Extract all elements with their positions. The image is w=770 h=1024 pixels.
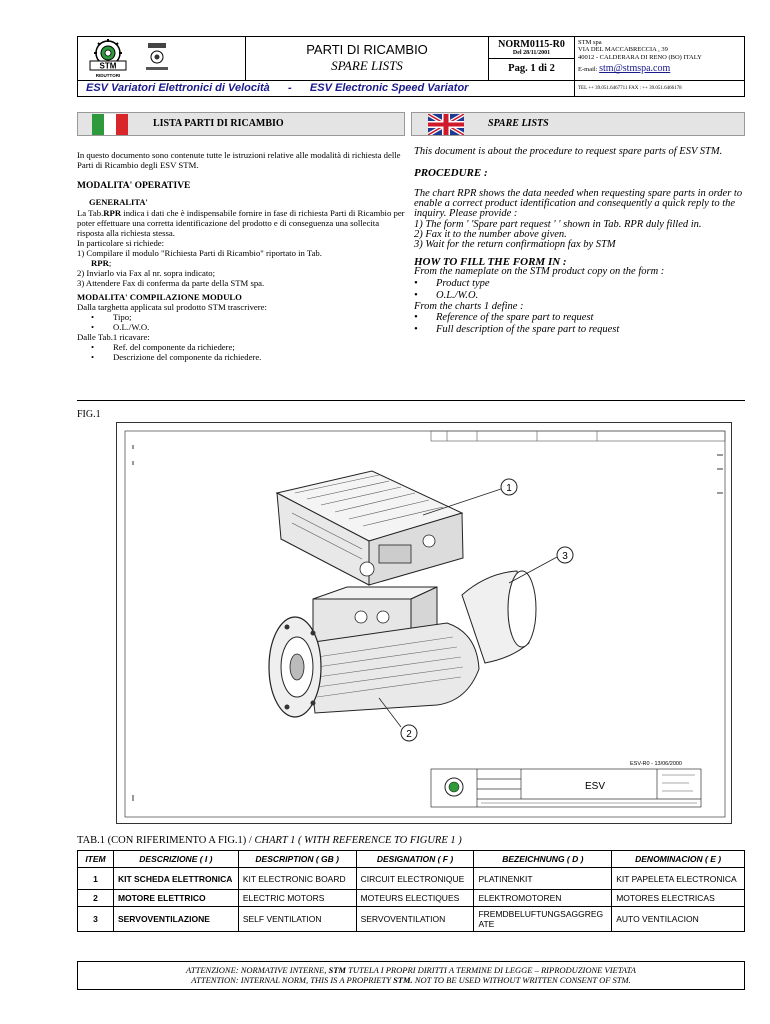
section-bar-english xyxy=(411,112,745,136)
generalita-heading: GENERALITA' xyxy=(89,196,148,207)
list-item: • Tipo; xyxy=(91,312,407,322)
address-line-1: VIA DEL MACCABRECCIA , 39 xyxy=(578,46,668,54)
table-cell: KIT SCHEDA ELETTRONICA xyxy=(113,868,238,890)
technical-drawing xyxy=(116,422,732,824)
english-intro: This document is about the procedure to request spare parts of ESV STM. xyxy=(414,146,723,157)
column-header: DESIGNATION ( F ) xyxy=(356,851,474,868)
table-cell: MOTORE ELETTRICO xyxy=(113,890,238,907)
email-label: E-mail: xyxy=(578,66,598,74)
address-line-2: 40012 - CALDERARA DI RENO (BO) ITALY xyxy=(578,53,702,61)
list-item: • Full description of the spare part to request xyxy=(414,324,746,336)
exploded-view-drawing xyxy=(117,423,733,825)
stm-logo-icon xyxy=(78,37,246,80)
column-header: BEZEICHNUNG ( D ) xyxy=(474,851,612,868)
title-italian: PARTI DI RICAMBIO xyxy=(306,42,428,57)
table-row xyxy=(78,868,745,890)
list-item: • Ref. del componente da richiedere; xyxy=(91,342,407,352)
copyright-footer xyxy=(77,961,745,990)
callout-3-label: 3 xyxy=(562,551,568,562)
list-item: • Descrizione del componente da richiedere. xyxy=(91,352,407,362)
section-title-italian: LISTA PARTI DI RICAMBIO xyxy=(153,118,284,129)
english-step-3: 3) Wait for the return confirmatiopn fax by STM xyxy=(414,239,616,251)
italian-step-2: 2) Inviarlo via Fax al nr. sopra indicato; xyxy=(77,267,215,278)
list-item: • O.L./W.O. xyxy=(91,322,407,332)
procedure-text: The chart RPR shows the data needed when requesting spare parts in order to enable a correct product identification and consequently a quick reply to the inquiry. Please provide : xyxy=(414,187,743,220)
table-row xyxy=(78,890,745,907)
table-cell: KIT PAPELETA ELECTRONICA xyxy=(612,868,745,890)
table-cell: KIT ELECTRONIC BOARD xyxy=(238,868,356,890)
logo-cell xyxy=(78,37,246,80)
doc-code: NORM0115-R0 xyxy=(498,39,565,50)
title-block-name: ESV xyxy=(584,781,606,792)
table-cell: MOTORES ELECTRICAS xyxy=(612,890,745,907)
product-english: ESV Electronic Speed Variator xyxy=(309,82,469,94)
telephone-fax: TEL ++ 39.051.6467711 FAX : ++ 39.051.6466178 xyxy=(575,80,745,97)
modalita-heading: MODALITA' OPERATIVE xyxy=(77,181,191,191)
table-caption: TAB.1 (CON RIFERIMENTO A FIG.1) / CHART 1 ( WITH REFERENCE TO FIGURE 1 ) xyxy=(77,835,462,846)
figure-divider xyxy=(77,400,745,401)
richiede-text: In particolare si richiede: xyxy=(77,237,165,248)
charts-list xyxy=(414,312,746,336)
column-header: ITEM xyxy=(78,851,114,868)
table-cell: 2 xyxy=(78,890,114,907)
howto-heading: HOW TO FILL THE FORM IN : xyxy=(414,255,567,268)
table-cell: FREMDBELUFTUNGSAGGREGATE xyxy=(474,907,612,932)
english-step-1: 1) The form ' 'Spare part request ' ' shown in Tab. RPR duly filled in. xyxy=(414,218,702,230)
callout-2-label: 2 xyxy=(406,729,412,740)
document-code-cell xyxy=(489,37,575,80)
section-title-english: SPARE LISTS xyxy=(488,118,549,129)
nameplate-text: From the nameplate on the STM product copy on the form : xyxy=(414,266,665,278)
uk-flag-icon xyxy=(428,114,464,135)
table-cell: SERVOVENTILATION xyxy=(356,907,474,932)
english-step-2: 2) Fax it to the number above given. xyxy=(414,229,567,241)
company-name: STM spa xyxy=(578,39,602,46)
product-italian: ESV Variatori Elettronici di Velocità xyxy=(86,82,270,94)
nameplate-list xyxy=(414,278,746,302)
callout-1-label: 1 xyxy=(506,483,512,494)
table-cell: ELEKTROMOTOREN xyxy=(474,890,612,907)
table-cell: 3 xyxy=(78,907,114,932)
targhetta-text: Dalla targhetta applicata sul prodotto STM trascrivere: xyxy=(77,301,267,312)
italian-step-1: 1) Compilare il modulo "Richiesta Parti di Ricambio" riportato in Tab. RPR; xyxy=(77,247,322,268)
list-item: • Reference of the spare part to request xyxy=(414,312,746,324)
title-cell xyxy=(246,37,489,80)
figure-label: FIG.1 xyxy=(77,409,101,420)
doc-date: Del 28/11/2001 xyxy=(512,50,551,56)
table-cell: CIRCUIT ELECTRONIQUE xyxy=(356,868,474,890)
italian-step-3: 3) Attendere Fax di conferma da parte della STM spa. xyxy=(77,277,265,288)
italian-column xyxy=(77,150,407,362)
table-row xyxy=(78,907,745,932)
table-cell: PLATINENKIT xyxy=(474,868,612,890)
section-bar-italian xyxy=(77,112,405,136)
logo-subtext: RIDUTTORI xyxy=(95,73,121,78)
drawing-code: ESV-R0 - 13/06/2000 xyxy=(630,761,682,767)
list-item: • O.L./W.O. xyxy=(414,290,746,302)
table-header-row xyxy=(78,851,745,868)
procedure-heading: PROCEDURE : xyxy=(414,167,488,180)
charts-text: From the charts 1 define : xyxy=(414,300,524,312)
footer-line-1: ATTENZIONE: NORMATIVE INTERNE, STM TUTELA I PROPRI DIRITTI A TERMINE DI LEGGE – RIPRODUZIONE VIETATA xyxy=(186,965,636,975)
italy-flag-icon xyxy=(92,114,128,135)
address-cell xyxy=(575,37,745,80)
italian-intro: In questo documento sono contenute tutte le istruzioni relative alle modalità di richiesta delle Parti di Ricambio degli ESV STM. xyxy=(77,150,401,170)
title-english: SPARE LISTS xyxy=(331,58,403,73)
table-cell: ELECTRIC MOTORS xyxy=(238,890,356,907)
product-separator: - xyxy=(288,82,292,94)
email-link[interactable]: stm@stmspa.com xyxy=(599,63,671,75)
table-cell: SELF VENTILATION xyxy=(238,907,356,932)
footer-line-2: ATTENTION: INTERNAL NORM, THIS IS A PROPRIETY STM. NOT TO BE USED WITHOUT WRITTEN CONSENT OF STM. xyxy=(191,975,631,986)
generalita-text: La Tab.RPR indica i dati che è indispensabile fornire in fase di richiesta Parti di Ricambio per poter effettuare una corretta identificazione del prodotto e di conseguenza una sollecita risposta alla richiesta stessa. xyxy=(77,207,405,238)
table-cell: 1 xyxy=(78,868,114,890)
table-cell: SERVOVENTILAZIONE xyxy=(113,907,238,932)
list-item: • Product type xyxy=(414,278,746,290)
column-header: DESCRIPTION ( GB ) xyxy=(238,851,356,868)
tab-ricavare-text: Dalle Tab.1 ricavare: xyxy=(77,331,150,342)
compilazione-heading: MODALITA' COMPILAZIONE MODULO xyxy=(77,291,242,302)
tab-list xyxy=(77,342,407,362)
table-cell: MOTEURS ELECTIQUES xyxy=(356,890,474,907)
logo-text: STM xyxy=(99,61,117,71)
page-number: Pag. 1 di 2 xyxy=(508,63,555,74)
table-cell: AUTO VENTILACION xyxy=(612,907,745,932)
column-header: DENOMINACION ( E ) xyxy=(612,851,745,868)
document-header xyxy=(77,36,745,97)
product-strip xyxy=(78,80,575,97)
column-header: DESCRIZIONE ( I ) xyxy=(113,851,238,868)
english-column xyxy=(414,147,746,336)
targhetta-list xyxy=(77,312,407,332)
parts-table xyxy=(77,850,745,932)
